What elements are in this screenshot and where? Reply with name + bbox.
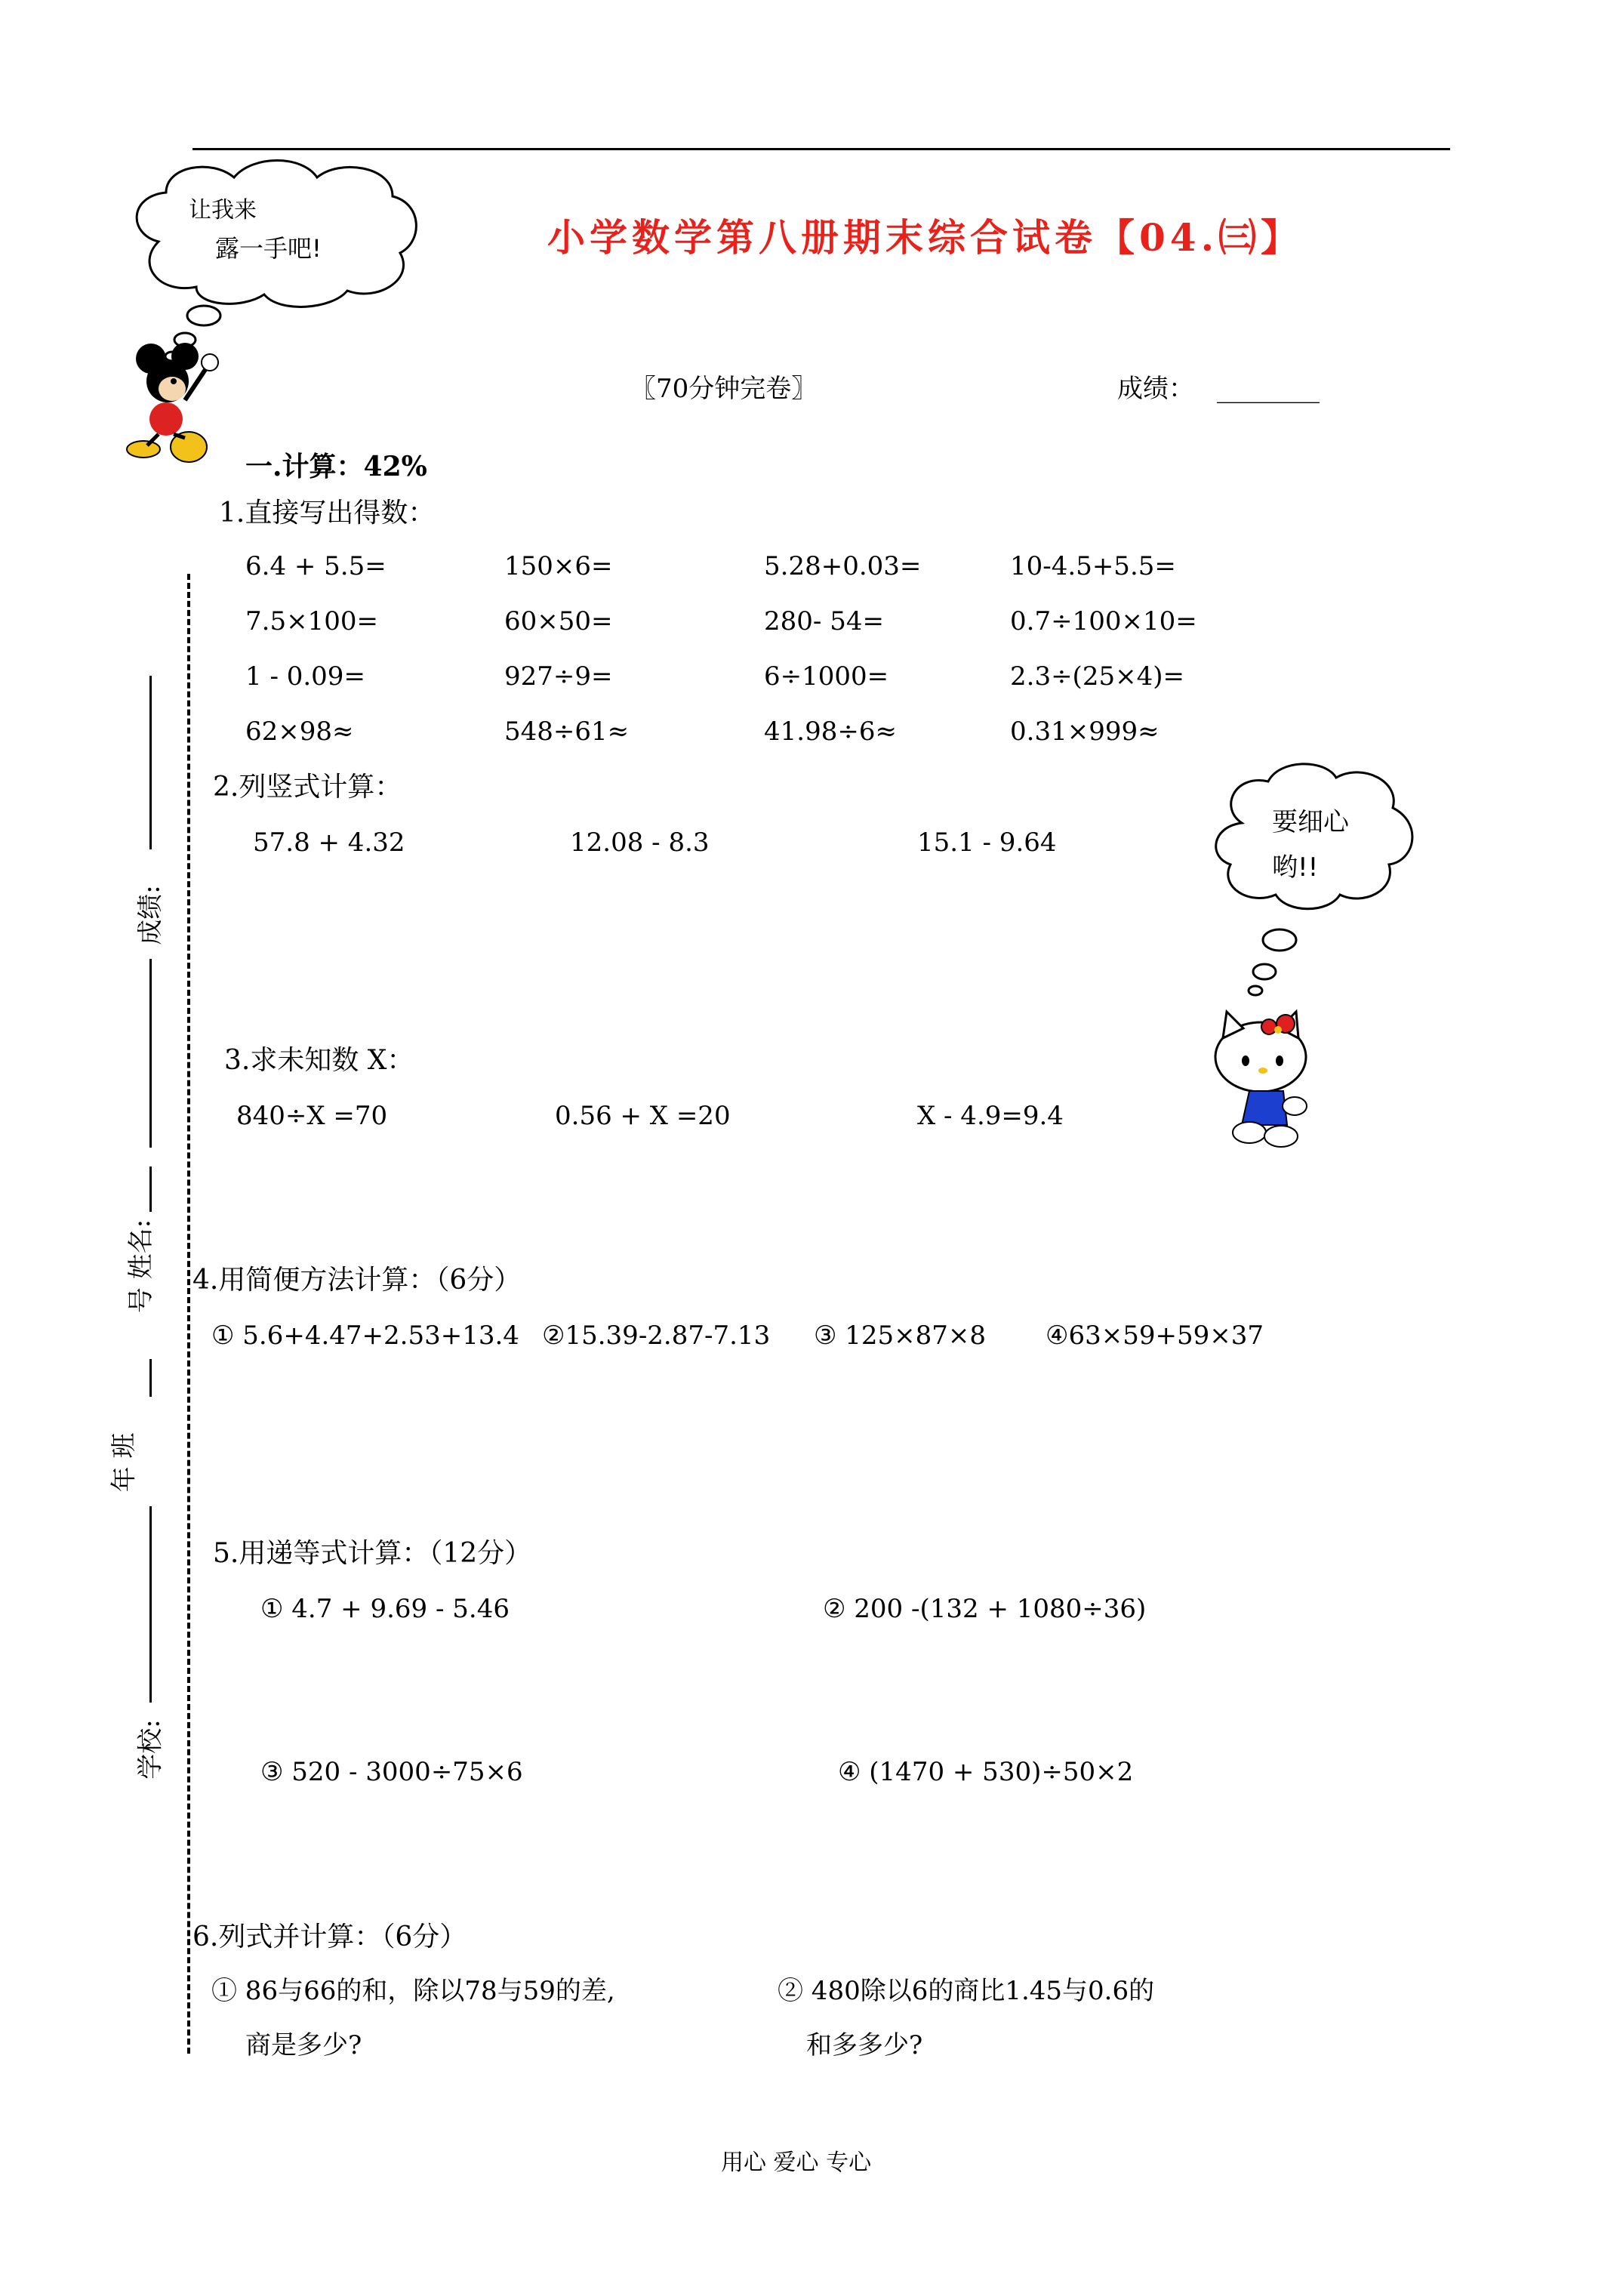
side-blank-line (149, 1166, 152, 1212)
q1-cell: 548÷61≈ (504, 717, 630, 747)
q4-item: ④63×59+59×37 (1046, 1321, 1264, 1351)
binding-dashed-line (187, 574, 190, 2054)
q5-item: ② 200 -(132 + 1080÷36) (823, 1594, 1147, 1624)
q1-cell: 927÷9= (504, 661, 613, 692)
q5-item: ③ 520 - 3000÷75×6 (260, 1757, 523, 1787)
side-blank-line (149, 676, 152, 849)
q6-heading: 6.列式并计算：（6分） (192, 1922, 467, 1952)
q3-heading: 3.求未知数 X： (224, 1045, 414, 1076)
q6-item1-line1: ① 86与66的和，除以78与59的差, (211, 1976, 615, 2006)
q1-cell: 10-4.5+5.5= (1010, 551, 1176, 581)
q3-item: 840÷X =70 (236, 1101, 388, 1131)
score-blank: ________ (1217, 374, 1320, 404)
q1-cell: 0.31×999≈ (1010, 717, 1160, 747)
q5-item: ① 4.7 + 9.69 - 5.46 (260, 1594, 510, 1624)
q5-item: ④ (1470 + 530)÷50×2 (838, 1757, 1134, 1787)
q2-heading: 2.列竖式计算： (213, 772, 402, 803)
time-note: 〖70分钟完卷〗 (630, 374, 818, 404)
footer: 用心 爱心 专心 (721, 2150, 872, 2176)
q4-heading: 4.用简便方法计算：（6分） (192, 1265, 522, 1296)
q1-cell: 2.3÷(25×4)= (1010, 661, 1184, 692)
side-blank-line (149, 1506, 152, 1703)
top-rule (192, 148, 1450, 150)
q1-cell: 0.7÷100×10= (1010, 606, 1197, 636)
hello-kitty-icon (1215, 1012, 1307, 1147)
q4-item: ① 5.6+4.47+2.53+13.4 (211, 1321, 519, 1351)
section1-heading: 一.计算：42% (245, 451, 427, 482)
q1-cell: 41.98÷6≈ (764, 717, 897, 747)
q6-item2-line2: 和多多少? (806, 2030, 923, 2060)
q2-item: 15.1 - 9.64 (917, 827, 1057, 858)
q1-cell: 62×98≈ (245, 717, 354, 747)
q4-item: ③ 125×87×8 (814, 1321, 987, 1351)
q1-cell: 150×6= (504, 551, 613, 581)
q1-cell: 5.28+0.03= (764, 551, 922, 581)
q3-item: X - 4.9=9.4 (917, 1101, 1064, 1131)
side-class-label: 年 班 (109, 1432, 140, 1493)
q1-cell: 7.5×100= (245, 606, 378, 636)
bubble1-line2: 露一手吧! (215, 234, 322, 263)
side-school-label: 学校: (135, 1719, 166, 1780)
mickey-icon (127, 343, 218, 462)
mouse-bubble-illustration (113, 151, 445, 468)
side-name-label: 号 姓名: (126, 1219, 157, 1314)
bubble2-line1: 要细心 (1272, 807, 1349, 837)
q5-heading: 5.用递等式计算：（12分） (213, 1538, 532, 1569)
side-score-label: 成绩: (135, 885, 166, 945)
page-title: 小学数学第八册期末综合试卷【04.㈢】 (547, 215, 1303, 260)
q4-item: ②15.39-2.87-7.13 (542, 1321, 771, 1351)
q1-cell: 6.4 + 5.5= (245, 551, 387, 581)
side-blank-line (149, 1359, 152, 1397)
q3-item: 0.56 + X =20 (555, 1101, 731, 1131)
bubble2-line2: 哟!! (1272, 852, 1319, 883)
q2-item: 12.08 - 8.3 (570, 827, 710, 858)
q1-cell: 6÷1000= (764, 661, 889, 692)
bubble1-line1: 让我来 (189, 197, 257, 223)
q1-heading: 1.直接写出得数： (219, 498, 436, 529)
score-label: 成绩： (1117, 374, 1194, 404)
q2-item: 57.8 + 4.32 (253, 827, 405, 858)
q1-cell: 1 - 0.09= (245, 661, 365, 692)
kitty-bubble-illustration (1196, 755, 1438, 1148)
q1-cell: 280- 54= (764, 606, 884, 636)
q1-cell: 60×50= (504, 606, 613, 636)
q6-item1-line2: 商是多少? (245, 2030, 362, 2060)
q6-item2-line1: ② 480除以6的商比1.45与0.6的 (778, 1976, 1155, 2006)
side-blank-line (149, 959, 152, 1148)
